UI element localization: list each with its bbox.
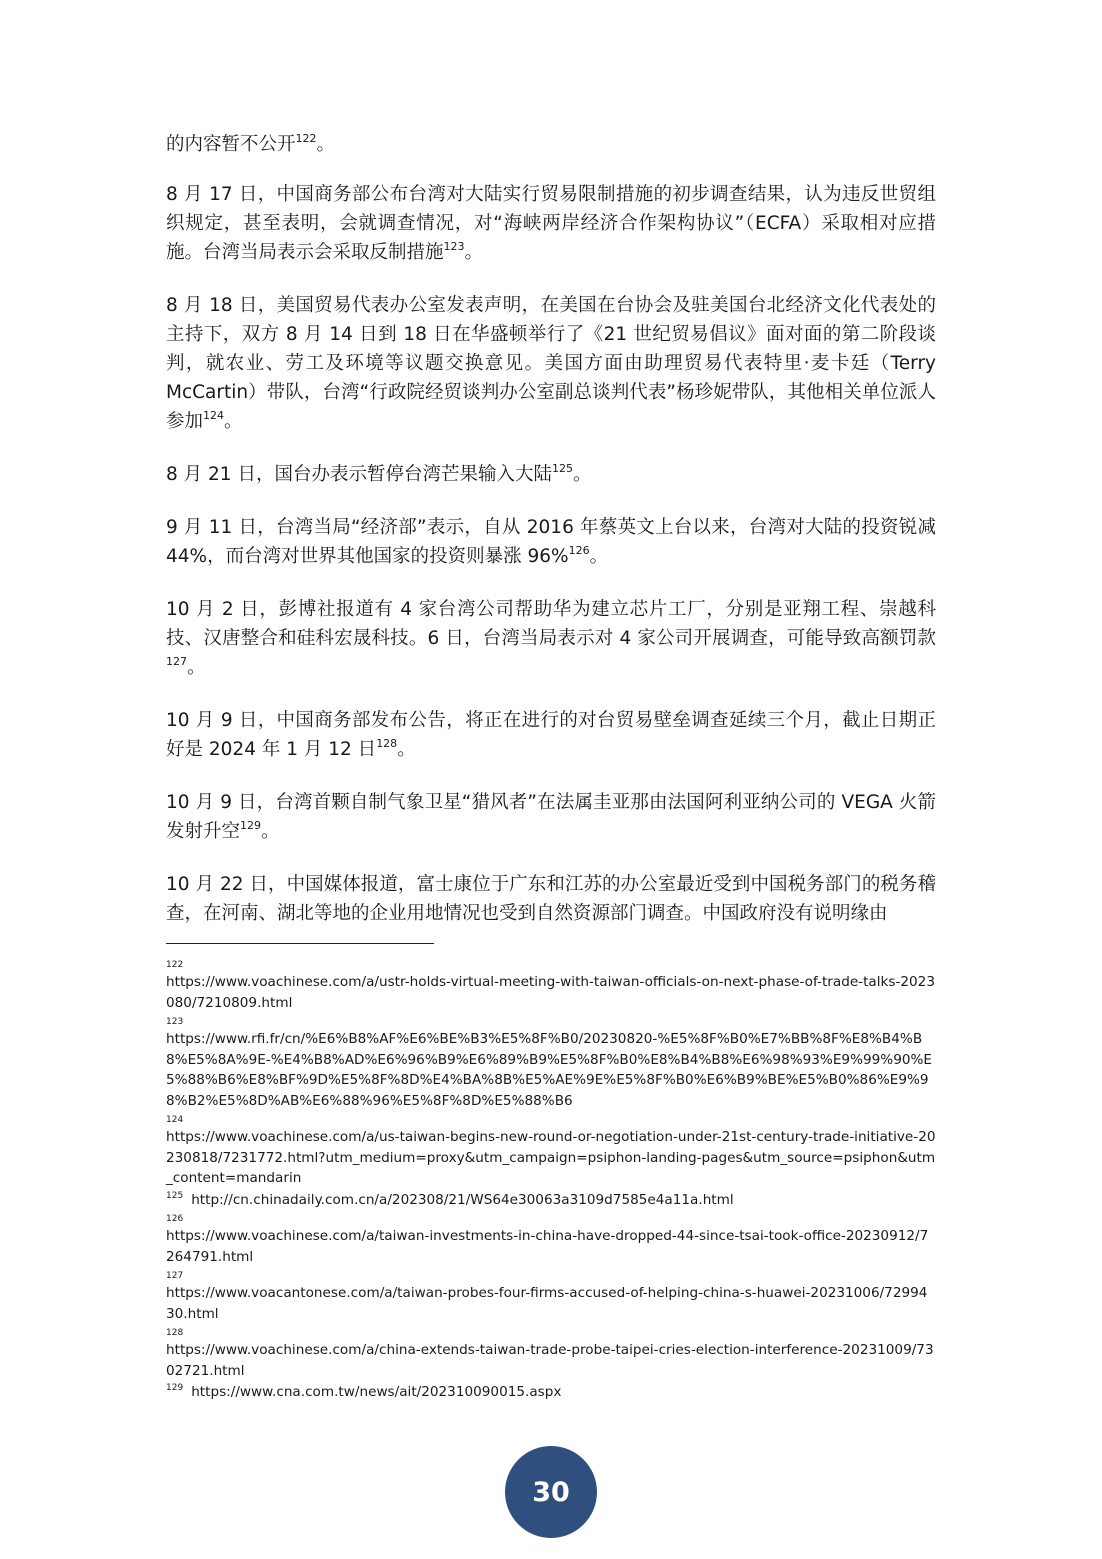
footnote-number: 125 <box>166 1190 184 1201</box>
body-text <box>166 130 936 952</box>
footnote-link[interactable]: https://www.voachinese.com/a/taiwan-investments-in-china-have-dropped-44-since-tsai-took-office-20230912/7264791.html <box>166 1228 929 1265</box>
paragraph: 8 月 17 日，中国商务部公布台湾对大陆实行贸易限制措施的初步调查结果，认为违反世贸组织规定，甚至表明，会就调查情况，对“海峡两岸经济合作架构协议”（ECFA）采取相对应措施。台湾当局表示会采取反制措施$^{123}$。 <box>166 184 936 263</box>
footnote-number: 126 <box>166 1214 184 1224</box>
footnote-link[interactable]: http://cn.chinadaily.com.cn/a/202308/21/WS64e30063a3109d7585e4a11a.html <box>191 1191 734 1208</box>
footnote <box>166 1326 936 1381</box>
footnote <box>166 1269 936 1324</box>
footnote <box>166 958 936 1013</box>
footnote-number: 127 <box>166 1271 184 1281</box>
footnote-ref[interactable]: 123 <box>443 239 465 253</box>
paragraph: 10 月 9 日，中国商务部发布公告，将正在进行的对台贸易壁垒调查延续三个月，截止日期正好是 2024 年 1 月 12 日$^{128}$。 <box>166 710 936 760</box>
paragraph: 8 月 18 日，美国贸易代表办公室发表声明，在美国在台协会及驻美国台北经济文化代表处的主持下，双方 8 月 14 日到 18 日在华盛顿举行了《21 世纪贸易倡议》面对面的第二阶段谈判，就农业、劳工及环境等议题交换意见。美国方面由助理贸易代表特里·麦卡廷（Terry McCartin）带队，台湾“行政院经贸谈判办公室副总谈判代表”杨珍妮带队，其他相关单位派人参加$^{124}$。 <box>166 295 936 432</box>
footnote-link[interactable]: https://www.rfi.fr/cn/%E6%B8%AF%E6%BE%B3%E5%8F%B0/20230820-%E5%8F%B0%E7%BB%8F%E8%B4%B8%E5%8A%9E-%E4%B8%AD%E6%96%B9%E6%89%B9%E5%8F%B0%E8%B4%B8%E6%98%93%E9%99%90%E5%88%B6%E8%BF%9D%E5%8F%8D%E4%BA%8B%E5%AE%9E%E5%8F%B0%E6%B9%BE%E5%B0%86%E9%98%B2%E5%8D%AB%E6%88%96%E5%8F%8D%E5%88%B6 <box>166 1031 933 1109</box>
footnote-number: 124 <box>166 1115 184 1125</box>
paragraph: 10 月 9 日，台湾首颗自制气象卫星“猎风者”在法属圭亚那由法国阿利亚纳公司的 VEGA 火箭发射升空$^{129}$。 <box>166 792 936 842</box>
footnotes <box>166 956 936 1403</box>
page-number-badge <box>505 1446 597 1538</box>
page-number: 30 <box>532 1476 570 1508</box>
footnote-divider <box>166 943 434 944</box>
paragraph: 10 月 22 日，中国媒体报道，富士康位于广东和江苏的办公室最近受到中国税务部门的税务稽查，在河南、湖北等地的企业用地情况也受到自然资源部门调查。中国政府没有说明缘由 <box>166 874 936 924</box>
footnote-ref[interactable]: 124 <box>203 408 225 422</box>
paragraph: 10 月 2 日，彭博社报道有 4 家台湾公司帮助华为建立芯片工厂，分别是亚翔工程、崇越科技、汉唐整合和硅科宏晟科技。6 日，台湾当局表示对 4 家公司开展调查，可能导致高额罚款$^{127}$。 <box>166 599 936 678</box>
footnote-ref[interactable]: 127 <box>166 654 187 668</box>
footnote <box>166 1382 936 1403</box>
footnote-ref[interactable]: 125 <box>551 461 573 475</box>
footnote-link[interactable]: https://www.cna.com.tw/news/ait/202310090015.aspx <box>191 1384 562 1400</box>
footnote-number: 128 <box>166 1328 184 1338</box>
footnote <box>166 1015 936 1111</box>
footnote-number: 123 <box>166 1017 184 1027</box>
footnote-ref[interactable]: 128 <box>376 736 398 750</box>
footnote-number: 122 <box>166 960 184 970</box>
footnote-link[interactable]: https://www.voachinese.com/a/ustr-holds-virtual-meeting-with-taiwan-officials-on-next-phase-of-trade-talks-2023080/7210809.html <box>166 974 935 1011</box>
footnote <box>166 1113 936 1189</box>
paragraph: 9 月 11 日，台湾当局“经济部”表示，自从 2016 年蔡英文上台以来，台湾对大陆的投资锐减 44%，而台湾对世界其他国家的投资则暴涨 96%$^{126}$。 <box>166 517 936 567</box>
footnote-ref[interactable]: 122 <box>295 131 317 145</box>
footnote-ref[interactable]: 129 <box>240 818 262 832</box>
footnote-link[interactable]: https://www.voacantonese.com/a/taiwan-probes-four-firms-accused-of-helping-china-s-huawei-20231006/7299430.html <box>166 1285 928 1322</box>
paragraph: 8 月 21 日，国台办表示暂停台湾芒果输入大陆$^{125}$。 <box>166 461 592 485</box>
footnote-number: 129 <box>166 1383 184 1394</box>
footnote-ref[interactable]: 126 <box>568 543 590 557</box>
paragraph: 的内容暂不公开$^{122}$。 <box>166 131 336 155</box>
footnote-link[interactable]: https://www.voachinese.com/a/us-taiwan-begins-new-round-or-negotiation-under-21st-century-trade-initiative-20230818/7231772.html?utm_medium=proxy&utm_campaign=psiphon-landing-pages&utm_source=psiphon&utm_content=mandarin <box>166 1129 936 1186</box>
footnote-link[interactable]: https://www.voachinese.com/a/china-extends-taiwan-trade-probe-taipei-cries-election-interference-20231009/7302721.html <box>166 1342 934 1379</box>
footnote <box>166 1212 936 1267</box>
footnote <box>166 1190 936 1211</box>
